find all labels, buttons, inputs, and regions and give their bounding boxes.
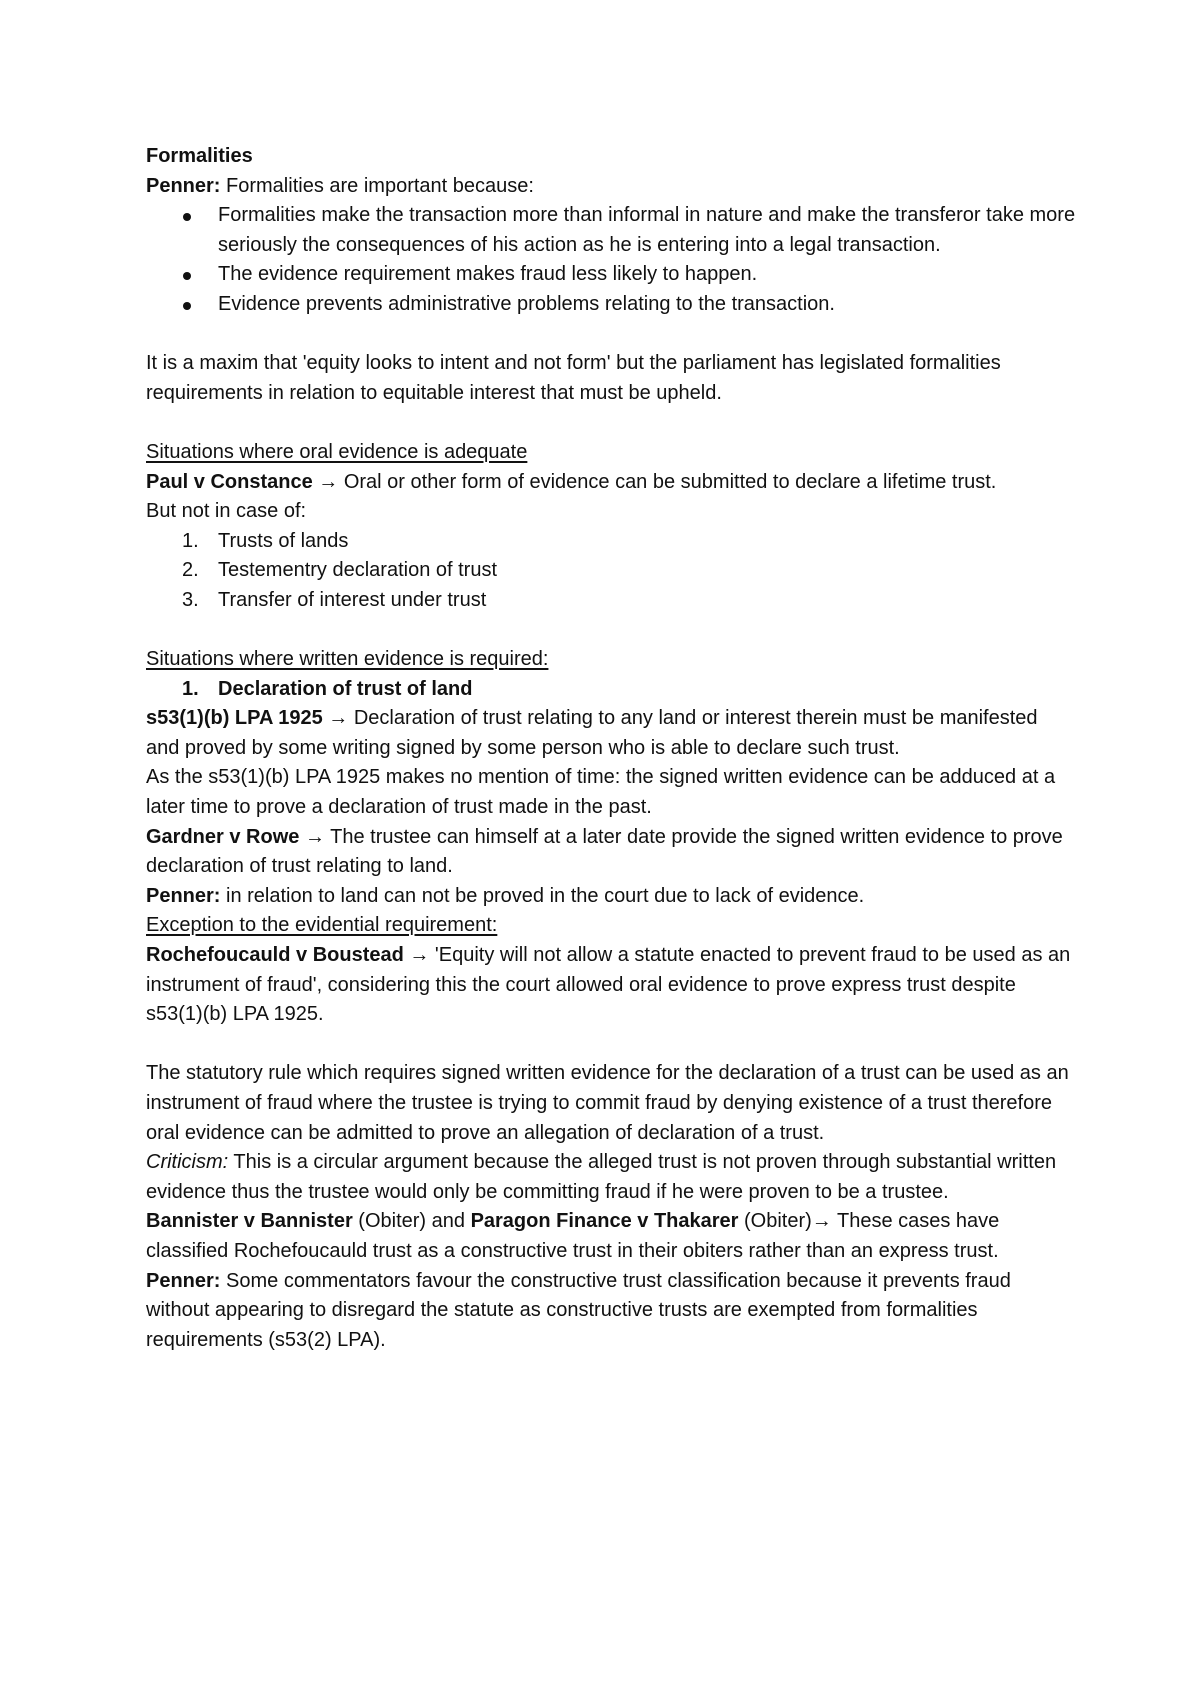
case-name: Paragon Finance v Thakarer bbox=[470, 1210, 739, 1233]
list-number: 1. bbox=[182, 677, 199, 700]
statute-name: s53(1)(b) LPA 1925 bbox=[146, 707, 323, 730]
exception-heading: Exception to the evidential requirement: bbox=[146, 914, 498, 937]
exceptions-list bbox=[146, 527, 1076, 616]
penner-text: Some commentators favour the constructive trust classification because it prevents fraud without appearing to disregard the statute as constructive trusts are exempted from formalities requirements (s53(2) LPA). bbox=[146, 1269, 1011, 1351]
list-item bbox=[182, 527, 1076, 557]
gardner-paragraph bbox=[146, 823, 1076, 882]
list-item bbox=[182, 675, 1076, 705]
list-number: 2. bbox=[182, 559, 199, 582]
case-name: Paul v Constance bbox=[146, 470, 313, 493]
case-name: Gardner v Rowe bbox=[146, 825, 300, 848]
penner-constructive-paragraph bbox=[146, 1267, 1076, 1356]
list-text: Testementry declaration of trust bbox=[218, 559, 498, 582]
bannister-paragraph bbox=[146, 1207, 1076, 1266]
criticism-paragraph bbox=[146, 1148, 1076, 1207]
oral-heading: Situations where oral evidence is adequate bbox=[146, 440, 528, 463]
list-item bbox=[182, 586, 1076, 616]
list-text: Trusts of lands bbox=[218, 529, 349, 552]
time-paragraph: As the s53(1)(b) LPA 1925 makes no mention of time: the signed written evidence can be adduced at a later time to prove a declaration of trust made in the past. bbox=[146, 766, 1056, 819]
case-text: → The trustee can himself at a later date provide the signed written evidence to prove declaration of trust relating to land. bbox=[146, 825, 1063, 878]
list-text: Declaration of trust of land bbox=[218, 677, 473, 700]
written-heading: Situations where written evidence is required: bbox=[146, 648, 549, 671]
statute-text: → Declaration of trust relating to any land or interest therein must be manifested and proved by some writing signed by some person who is able to declare such trust. bbox=[146, 707, 1038, 759]
rochefoucauld-paragraph bbox=[146, 941, 1076, 1030]
penner-text: in relation to land can not be proved in the court due to lack of evidence. bbox=[220, 884, 865, 907]
penner-label: Penner: bbox=[146, 1269, 221, 1292]
s53-paragraph bbox=[146, 704, 1076, 763]
reasons-list bbox=[146, 201, 1076, 319]
document-page bbox=[146, 142, 1076, 1355]
intro-paragraph bbox=[146, 172, 1076, 202]
list-item: The evidence requirement makes fraud less likely to happen. bbox=[218, 260, 1076, 290]
maxim-paragraph: It is a maxim that 'equity looks to intent and not form' but the parliament has legislated formalities requirements in relation to equitable interest that must be upheld. bbox=[146, 352, 1001, 404]
criticism-label: Criticism: bbox=[146, 1151, 229, 1174]
list-text: Transfer of interest under trust bbox=[218, 588, 487, 611]
list-item: Evidence prevents administrative problems relating to the transaction. bbox=[218, 290, 1076, 320]
case-text: → Oral or other form of evidence can be submitted to declare a lifetime trust. bbox=[312, 470, 997, 493]
list-item: Formalities make the transaction more than informal in nature and make the transferor take more seriously the consequences of his action as he is entering into a legal transaction. bbox=[218, 201, 1076, 260]
intro-text: Formalities are important because: bbox=[220, 174, 534, 197]
penner-label: Penner: bbox=[146, 884, 221, 907]
case-name: Bannister v Bannister bbox=[146, 1210, 353, 1233]
intro-label: Penner: bbox=[146, 174, 221, 197]
list-item bbox=[182, 556, 1076, 586]
section-title: Formalities bbox=[146, 145, 253, 167]
case-text: → 'Equity will not allow a statute enacted to prevent fraud to be used as an instrument of fraud', considering this the court allowed oral evidence to prove express trust despite s53(1)(b) LPA 1925. bbox=[146, 944, 1071, 1026]
case-text: (Obiter)→ These cases have classified Rochefoucauld trust as a constructive trust in their obiters rather than an express trust. bbox=[146, 1210, 1000, 1262]
paul-constance-paragraph bbox=[146, 468, 1076, 498]
but-not-line: But not in case of: bbox=[146, 500, 307, 523]
list-number: 1. bbox=[182, 529, 199, 552]
list-number: 3. bbox=[182, 588, 199, 611]
obiter-text: (Obiter) and bbox=[352, 1210, 471, 1233]
criticism-text: This is a circular argument because the alleged trust is not proven through substantial written evidence thus the trustee would only be committing fraud if he were proven to be a trustee. bbox=[146, 1151, 1057, 1203]
case-name: Rochefoucauld v Boustead bbox=[146, 944, 404, 967]
statutory-paragraph: The statutory rule which requires signed written evidence for the declaration of a trust can be used as an instrument of fraud where the trustee is trying to commit fraud by denying existence of a trust therefore oral evidence can be admitted to prove an allegation of declaration of a trust. bbox=[146, 1062, 1069, 1144]
written-list bbox=[146, 675, 1076, 705]
penner-land-paragraph bbox=[146, 882, 1076, 912]
